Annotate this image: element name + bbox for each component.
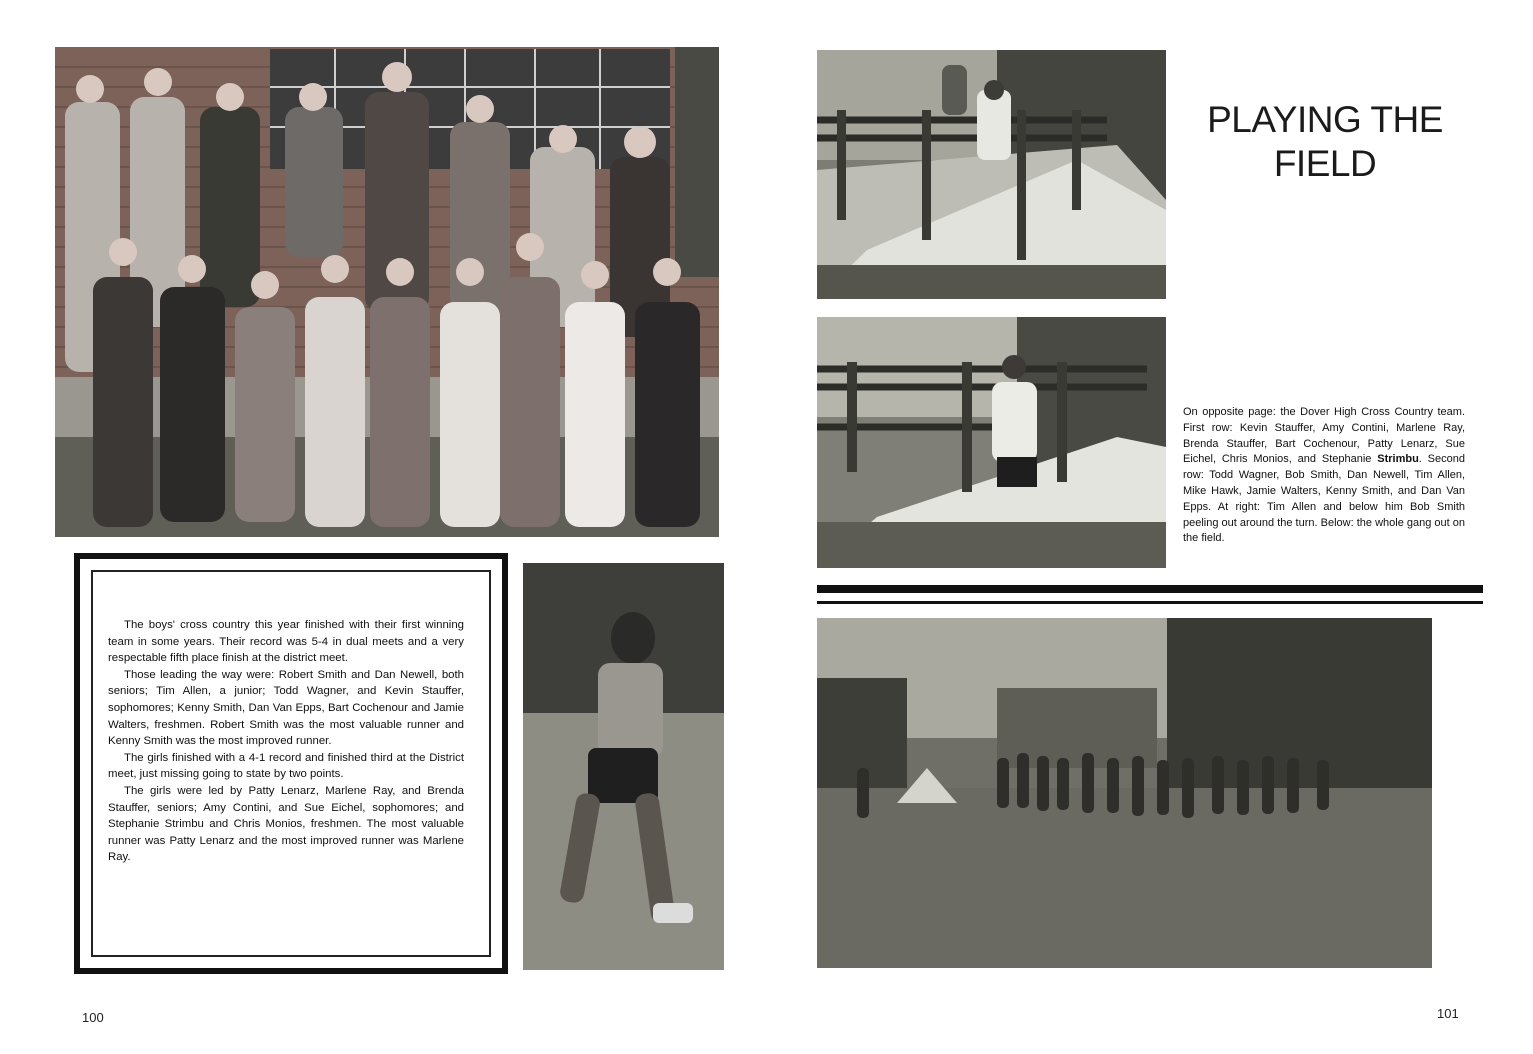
divider-rule-thin bbox=[817, 601, 1483, 604]
page-number-right: 101 bbox=[1437, 1006, 1459, 1021]
runner-photo bbox=[523, 563, 724, 970]
article-paragraph: The girls were led by Patty Lenarz, Marlene Ray, and Brenda Stauffer, seniors; Amy Contini, and Sue Eichel, sophomores; and Stephanie Strimbu and Chris Monios, freshmen. The most valuable runner was Patty Lenarz and the most improved runner was Marlene Ray. bbox=[108, 784, 464, 864]
headline-line2: FIELD bbox=[1273, 143, 1377, 184]
article-text bbox=[108, 617, 464, 866]
article-paragraph: The boys' cross country this year finished with their first winning team in some years. Their record was 5-4 in dual meets and a very respectable fifth place finish at the district meet. bbox=[108, 619, 464, 665]
hurdle-photo-bottom bbox=[817, 317, 1166, 568]
caption-text-1: On opposite page: the Dover High Cross Country team. First row: Kevin Stauffer, Amy Contini, Marlene Ray, Brenda Stauffer, Bart Cochenour, Patty Lenarz, Sue Eichel, Chris Monios, and Stephanie bbox=[1183, 406, 1465, 466]
headline-line1: PLAYING THE bbox=[1207, 99, 1443, 140]
article-paragraph: Those leading the way were: Robert Smith and Dan Newell, both seniors; Tim Allen, a junior; Todd Wagner, and Kevin Stauffer, sophomores; Kenny Smith, Dan Van Epps, Bart Cochenour and Jamie Walters, freshmen. Robert Smith was the most valuable runner and Kenny Smith was the most improved runner. bbox=[108, 668, 464, 748]
hurdle-photo-top bbox=[817, 50, 1166, 299]
photo-caption bbox=[1183, 405, 1465, 547]
team-photo bbox=[55, 47, 719, 537]
headline bbox=[1175, 98, 1475, 186]
caption-text-2: . Second row: Todd Wagner, Bob Smith, Dan Newell, Tim Allen, Mike Hawk, Jamie Walters, Kenny Smith, and Dan Van Epps. At right: Tim Allen and below him Bob Smith peeling out around the turn. Below: the whole gang out on the field. bbox=[1183, 453, 1465, 545]
divider-rule-thick bbox=[817, 585, 1483, 593]
article-box bbox=[74, 553, 508, 974]
page-number-left: 100 bbox=[82, 1010, 104, 1025]
article-paragraph: The girls finished with a 4-1 record and finished third at the District meet, just missing going to state by two points. bbox=[108, 751, 464, 781]
field-race-photo bbox=[817, 618, 1432, 968]
caption-bold-name: Strimbu bbox=[1377, 453, 1419, 466]
